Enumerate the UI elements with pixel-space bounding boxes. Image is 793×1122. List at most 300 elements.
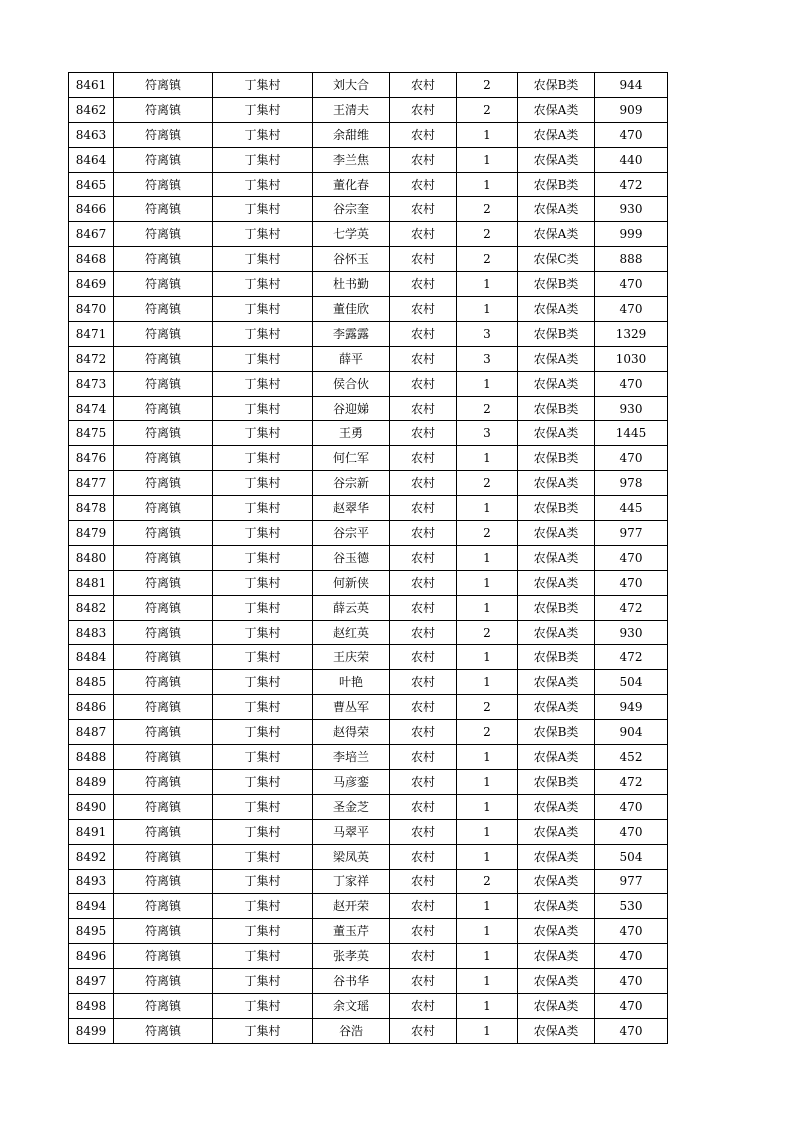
- area-type-cell: 农村: [390, 919, 457, 944]
- name-cell: 谷书华: [313, 969, 390, 994]
- town-cell: 符离镇: [114, 545, 213, 570]
- household-size-cell: 2: [457, 521, 518, 546]
- record-id-cell: 8470: [69, 297, 114, 322]
- table-row: [69, 695, 668, 720]
- household-size-cell: 1: [457, 819, 518, 844]
- household-size-cell: 1: [457, 570, 518, 595]
- record-id-cell: 8474: [69, 396, 114, 421]
- table-row: [69, 446, 668, 471]
- insurance-category-cell: 农保A类: [518, 371, 595, 396]
- area-type-cell: 农村: [390, 819, 457, 844]
- area-type-cell: 农村: [390, 272, 457, 297]
- table-row: [69, 670, 668, 695]
- household-size-cell: 3: [457, 321, 518, 346]
- insurance-category-cell: 农保B类: [518, 595, 595, 620]
- record-id-cell: 8469: [69, 272, 114, 297]
- amount-cell: 504: [595, 670, 668, 695]
- amount-cell: 470: [595, 545, 668, 570]
- name-cell: 谷怀玉: [313, 247, 390, 272]
- household-size-cell: 1: [457, 172, 518, 197]
- insurance-category-cell: 农保C类: [518, 247, 595, 272]
- village-cell: 丁集村: [213, 446, 313, 471]
- insurance-category-cell: 农保A类: [518, 471, 595, 496]
- insurance-category-cell: 农保A类: [518, 670, 595, 695]
- town-cell: 符离镇: [114, 1018, 213, 1043]
- area-type-cell: 农村: [390, 421, 457, 446]
- village-cell: 丁集村: [213, 346, 313, 371]
- amount-cell: 530: [595, 894, 668, 919]
- record-id-cell: 8484: [69, 645, 114, 670]
- town-cell: 符离镇: [114, 819, 213, 844]
- town-cell: 符离镇: [114, 595, 213, 620]
- name-cell: 董玉芹: [313, 919, 390, 944]
- household-size-cell: 1: [457, 147, 518, 172]
- record-id-cell: 8487: [69, 720, 114, 745]
- table-row: [69, 570, 668, 595]
- insurance-category-cell: 农保A类: [518, 147, 595, 172]
- village-cell: 丁集村: [213, 894, 313, 919]
- village-cell: 丁集村: [213, 869, 313, 894]
- record-id-cell: 8489: [69, 769, 114, 794]
- table-row: [69, 545, 668, 570]
- town-cell: 符离镇: [114, 471, 213, 496]
- town-cell: 符离镇: [114, 197, 213, 222]
- village-cell: 丁集村: [213, 396, 313, 421]
- name-cell: 赵翠华: [313, 496, 390, 521]
- insurance-category-cell: 农保A类: [518, 521, 595, 546]
- amount-cell: 470: [595, 570, 668, 595]
- town-cell: 符离镇: [114, 73, 213, 98]
- village-cell: 丁集村: [213, 521, 313, 546]
- record-id-cell: 8473: [69, 371, 114, 396]
- name-cell: 谷宗奎: [313, 197, 390, 222]
- record-id-cell: 8485: [69, 670, 114, 695]
- amount-cell: 445: [595, 496, 668, 521]
- name-cell: 圣金芝: [313, 794, 390, 819]
- table-row: [69, 297, 668, 322]
- village-cell: 丁集村: [213, 321, 313, 346]
- amount-cell: 1329: [595, 321, 668, 346]
- household-size-cell: 1: [457, 969, 518, 994]
- record-id-cell: 8481: [69, 570, 114, 595]
- village-cell: 丁集村: [213, 421, 313, 446]
- insurance-category-cell: 农保A类: [518, 545, 595, 570]
- table-row: [69, 73, 668, 98]
- area-type-cell: 农村: [390, 371, 457, 396]
- record-id-cell: 8475: [69, 421, 114, 446]
- town-cell: 符离镇: [114, 769, 213, 794]
- household-size-cell: 3: [457, 346, 518, 371]
- insurance-category-cell: 农保A类: [518, 346, 595, 371]
- records-table: [68, 72, 668, 1044]
- insurance-category-cell: 农保A类: [518, 993, 595, 1018]
- household-size-cell: 2: [457, 695, 518, 720]
- name-cell: 余文瑶: [313, 993, 390, 1018]
- area-type-cell: 农村: [390, 894, 457, 919]
- table-row: [69, 272, 668, 297]
- household-size-cell: 2: [457, 471, 518, 496]
- table-row: [69, 869, 668, 894]
- name-cell: 谷浩: [313, 1018, 390, 1043]
- amount-cell: 909: [595, 97, 668, 122]
- household-size-cell: 2: [457, 97, 518, 122]
- town-cell: 符离镇: [114, 620, 213, 645]
- village-cell: 丁集村: [213, 471, 313, 496]
- amount-cell: 888: [595, 247, 668, 272]
- record-id-cell: 8486: [69, 695, 114, 720]
- town-cell: 符离镇: [114, 297, 213, 322]
- town-cell: 符离镇: [114, 695, 213, 720]
- insurance-category-cell: 农保A类: [518, 1018, 595, 1043]
- table-row: [69, 844, 668, 869]
- name-cell: 马翠平: [313, 819, 390, 844]
- household-size-cell: 1: [457, 545, 518, 570]
- record-id-cell: 8498: [69, 993, 114, 1018]
- table-row: [69, 147, 668, 172]
- table-row: [69, 222, 668, 247]
- amount-cell: 978: [595, 471, 668, 496]
- village-cell: 丁集村: [213, 595, 313, 620]
- name-cell: 杜书勤: [313, 272, 390, 297]
- village-cell: 丁集村: [213, 247, 313, 272]
- village-cell: 丁集村: [213, 769, 313, 794]
- amount-cell: 944: [595, 73, 668, 98]
- insurance-category-cell: 农保A类: [518, 620, 595, 645]
- table-row: [69, 595, 668, 620]
- household-size-cell: 1: [457, 595, 518, 620]
- village-cell: 丁集村: [213, 670, 313, 695]
- area-type-cell: 农村: [390, 147, 457, 172]
- insurance-category-cell: 农保A类: [518, 97, 595, 122]
- household-size-cell: 1: [457, 844, 518, 869]
- table-row: [69, 919, 668, 944]
- area-type-cell: 农村: [390, 446, 457, 471]
- amount-cell: 470: [595, 819, 668, 844]
- village-cell: 丁集村: [213, 620, 313, 645]
- amount-cell: 470: [595, 969, 668, 994]
- records-table-body: [69, 73, 668, 1044]
- household-size-cell: 1: [457, 769, 518, 794]
- village-cell: 丁集村: [213, 794, 313, 819]
- area-type-cell: 农村: [390, 570, 457, 595]
- household-size-cell: 1: [457, 446, 518, 471]
- area-type-cell: 农村: [390, 396, 457, 421]
- insurance-category-cell: 农保A类: [518, 869, 595, 894]
- table-row: [69, 197, 668, 222]
- area-type-cell: 农村: [390, 969, 457, 994]
- area-type-cell: 农村: [390, 844, 457, 869]
- name-cell: 谷宗平: [313, 521, 390, 546]
- insurance-category-cell: 农保A类: [518, 794, 595, 819]
- household-size-cell: 1: [457, 645, 518, 670]
- insurance-category-cell: 农保B类: [518, 446, 595, 471]
- insurance-category-cell: 农保A类: [518, 819, 595, 844]
- insurance-category-cell: 农保A类: [518, 122, 595, 147]
- name-cell: 薛平: [313, 346, 390, 371]
- village-cell: 丁集村: [213, 147, 313, 172]
- village-cell: 丁集村: [213, 73, 313, 98]
- amount-cell: 949: [595, 695, 668, 720]
- household-size-cell: 2: [457, 222, 518, 247]
- record-id-cell: 8478: [69, 496, 114, 521]
- town-cell: 符离镇: [114, 147, 213, 172]
- table-row: [69, 396, 668, 421]
- table-row: [69, 122, 668, 147]
- record-id-cell: 8492: [69, 844, 114, 869]
- amount-cell: 930: [595, 620, 668, 645]
- record-id-cell: 8477: [69, 471, 114, 496]
- name-cell: 王清夫: [313, 97, 390, 122]
- name-cell: 侯合伙: [313, 371, 390, 396]
- area-type-cell: 农村: [390, 695, 457, 720]
- village-cell: 丁集村: [213, 645, 313, 670]
- insurance-category-cell: 农保A类: [518, 695, 595, 720]
- table-row: [69, 496, 668, 521]
- name-cell: 王庆荣: [313, 645, 390, 670]
- household-size-cell: 1: [457, 371, 518, 396]
- table-row: [69, 944, 668, 969]
- area-type-cell: 农村: [390, 595, 457, 620]
- insurance-category-cell: 农保A类: [518, 894, 595, 919]
- amount-cell: 999: [595, 222, 668, 247]
- table-row: [69, 247, 668, 272]
- household-size-cell: 1: [457, 894, 518, 919]
- record-id-cell: 8482: [69, 595, 114, 620]
- village-cell: 丁集村: [213, 496, 313, 521]
- record-id-cell: 8479: [69, 521, 114, 546]
- table-row: [69, 745, 668, 770]
- amount-cell: 470: [595, 1018, 668, 1043]
- name-cell: 刘大合: [313, 73, 390, 98]
- town-cell: 符离镇: [114, 521, 213, 546]
- household-size-cell: 2: [457, 247, 518, 272]
- name-cell: 谷宗新: [313, 471, 390, 496]
- record-id-cell: 8468: [69, 247, 114, 272]
- village-cell: 丁集村: [213, 695, 313, 720]
- table-row: [69, 993, 668, 1018]
- name-cell: 何仁军: [313, 446, 390, 471]
- insurance-category-cell: 农保B类: [518, 172, 595, 197]
- name-cell: 薛云英: [313, 595, 390, 620]
- area-type-cell: 农村: [390, 869, 457, 894]
- area-type-cell: 农村: [390, 321, 457, 346]
- record-id-cell: 8462: [69, 97, 114, 122]
- amount-cell: 470: [595, 446, 668, 471]
- record-id-cell: 8480: [69, 545, 114, 570]
- record-id-cell: 8466: [69, 197, 114, 222]
- table-row: [69, 471, 668, 496]
- table-row: [69, 371, 668, 396]
- insurance-category-cell: 农保B类: [518, 645, 595, 670]
- record-id-cell: 8494: [69, 894, 114, 919]
- name-cell: 李露露: [313, 321, 390, 346]
- name-cell: 余甜维: [313, 122, 390, 147]
- town-cell: 符离镇: [114, 720, 213, 745]
- record-id-cell: 8476: [69, 446, 114, 471]
- village-cell: 丁集村: [213, 570, 313, 595]
- town-cell: 符离镇: [114, 869, 213, 894]
- insurance-category-cell: 农保A类: [518, 570, 595, 595]
- record-id-cell: 8491: [69, 819, 114, 844]
- amount-cell: 1445: [595, 421, 668, 446]
- amount-cell: 504: [595, 844, 668, 869]
- area-type-cell: 农村: [390, 496, 457, 521]
- town-cell: 符离镇: [114, 745, 213, 770]
- amount-cell: 470: [595, 272, 668, 297]
- table-row: [69, 97, 668, 122]
- area-type-cell: 农村: [390, 545, 457, 570]
- table-row: [69, 620, 668, 645]
- town-cell: 符离镇: [114, 346, 213, 371]
- record-id-cell: 8471: [69, 321, 114, 346]
- record-id-cell: 8499: [69, 1018, 114, 1043]
- insurance-category-cell: 农保A类: [518, 421, 595, 446]
- amount-cell: 470: [595, 122, 668, 147]
- amount-cell: 472: [595, 645, 668, 670]
- name-cell: 梁凤英: [313, 844, 390, 869]
- amount-cell: 472: [595, 595, 668, 620]
- village-cell: 丁集村: [213, 969, 313, 994]
- area-type-cell: 农村: [390, 794, 457, 819]
- table-row: [69, 720, 668, 745]
- insurance-category-cell: 农保A类: [518, 919, 595, 944]
- area-type-cell: 农村: [390, 745, 457, 770]
- amount-cell: 470: [595, 944, 668, 969]
- village-cell: 丁集村: [213, 944, 313, 969]
- village-cell: 丁集村: [213, 545, 313, 570]
- household-size-cell: 1: [457, 794, 518, 819]
- village-cell: 丁集村: [213, 919, 313, 944]
- insurance-category-cell: 农保B类: [518, 496, 595, 521]
- town-cell: 符离镇: [114, 446, 213, 471]
- insurance-category-cell: 农保A类: [518, 844, 595, 869]
- record-id-cell: 8495: [69, 919, 114, 944]
- town-cell: 符离镇: [114, 844, 213, 869]
- amount-cell: 472: [595, 769, 668, 794]
- village-cell: 丁集村: [213, 720, 313, 745]
- record-id-cell: 8493: [69, 869, 114, 894]
- name-cell: 李培兰: [313, 745, 390, 770]
- household-size-cell: 2: [457, 620, 518, 645]
- town-cell: 符离镇: [114, 247, 213, 272]
- town-cell: 符离镇: [114, 670, 213, 695]
- town-cell: 符离镇: [114, 993, 213, 1018]
- table-row: [69, 1018, 668, 1043]
- table-row: [69, 421, 668, 446]
- village-cell: 丁集村: [213, 371, 313, 396]
- name-cell: 董化春: [313, 172, 390, 197]
- household-size-cell: 1: [457, 745, 518, 770]
- insurance-category-cell: 农保A类: [518, 944, 595, 969]
- household-size-cell: 1: [457, 272, 518, 297]
- name-cell: 赵得荣: [313, 720, 390, 745]
- table-row: [69, 819, 668, 844]
- town-cell: 符离镇: [114, 222, 213, 247]
- amount-cell: 977: [595, 869, 668, 894]
- table-row: [69, 172, 668, 197]
- area-type-cell: 农村: [390, 1018, 457, 1043]
- town-cell: 符离镇: [114, 321, 213, 346]
- town-cell: 符离镇: [114, 969, 213, 994]
- area-type-cell: 农村: [390, 720, 457, 745]
- area-type-cell: 农村: [390, 122, 457, 147]
- amount-cell: 470: [595, 371, 668, 396]
- name-cell: 李兰焦: [313, 147, 390, 172]
- village-cell: 丁集村: [213, 222, 313, 247]
- record-id-cell: 8488: [69, 745, 114, 770]
- name-cell: 王勇: [313, 421, 390, 446]
- record-id-cell: 8472: [69, 346, 114, 371]
- insurance-category-cell: 农保B类: [518, 321, 595, 346]
- insurance-category-cell: 农保A类: [518, 222, 595, 247]
- insurance-category-cell: 农保B类: [518, 396, 595, 421]
- insurance-category-cell: 农保A类: [518, 197, 595, 222]
- insurance-category-cell: 农保B类: [518, 769, 595, 794]
- table-row: [69, 521, 668, 546]
- household-size-cell: 2: [457, 396, 518, 421]
- table-row: [69, 645, 668, 670]
- town-cell: 符离镇: [114, 919, 213, 944]
- town-cell: 符离镇: [114, 645, 213, 670]
- name-cell: 张孝英: [313, 944, 390, 969]
- area-type-cell: 农村: [390, 172, 457, 197]
- insurance-category-cell: 农保B类: [518, 73, 595, 98]
- insurance-category-cell: 农保A类: [518, 297, 595, 322]
- name-cell: 曹丛军: [313, 695, 390, 720]
- town-cell: 符离镇: [114, 122, 213, 147]
- record-id-cell: 8496: [69, 944, 114, 969]
- amount-cell: 470: [595, 993, 668, 1018]
- name-cell: 何新侠: [313, 570, 390, 595]
- town-cell: 符离镇: [114, 794, 213, 819]
- amount-cell: 470: [595, 919, 668, 944]
- amount-cell: 470: [595, 297, 668, 322]
- amount-cell: 930: [595, 396, 668, 421]
- name-cell: 董佳欣: [313, 297, 390, 322]
- area-type-cell: 农村: [390, 97, 457, 122]
- table-row: [69, 769, 668, 794]
- record-id-cell: 8461: [69, 73, 114, 98]
- table-row: [69, 894, 668, 919]
- amount-cell: 904: [595, 720, 668, 745]
- name-cell: 谷迎娣: [313, 396, 390, 421]
- area-type-cell: 农村: [390, 471, 457, 496]
- town-cell: 符离镇: [114, 496, 213, 521]
- name-cell: 七学英: [313, 222, 390, 247]
- household-size-cell: 2: [457, 197, 518, 222]
- amount-cell: 1030: [595, 346, 668, 371]
- town-cell: 符离镇: [114, 944, 213, 969]
- table-row: [69, 794, 668, 819]
- table-row: [69, 346, 668, 371]
- amount-cell: 472: [595, 172, 668, 197]
- area-type-cell: 农村: [390, 73, 457, 98]
- area-type-cell: 农村: [390, 297, 457, 322]
- name-cell: 丁家祥: [313, 869, 390, 894]
- town-cell: 符离镇: [114, 421, 213, 446]
- area-type-cell: 农村: [390, 346, 457, 371]
- town-cell: 符离镇: [114, 371, 213, 396]
- record-id-cell: 8465: [69, 172, 114, 197]
- village-cell: 丁集村: [213, 272, 313, 297]
- village-cell: 丁集村: [213, 993, 313, 1018]
- household-size-cell: 2: [457, 73, 518, 98]
- area-type-cell: 农村: [390, 645, 457, 670]
- insurance-category-cell: 农保B类: [518, 720, 595, 745]
- record-id-cell: 8467: [69, 222, 114, 247]
- household-size-cell: 1: [457, 944, 518, 969]
- area-type-cell: 农村: [390, 993, 457, 1018]
